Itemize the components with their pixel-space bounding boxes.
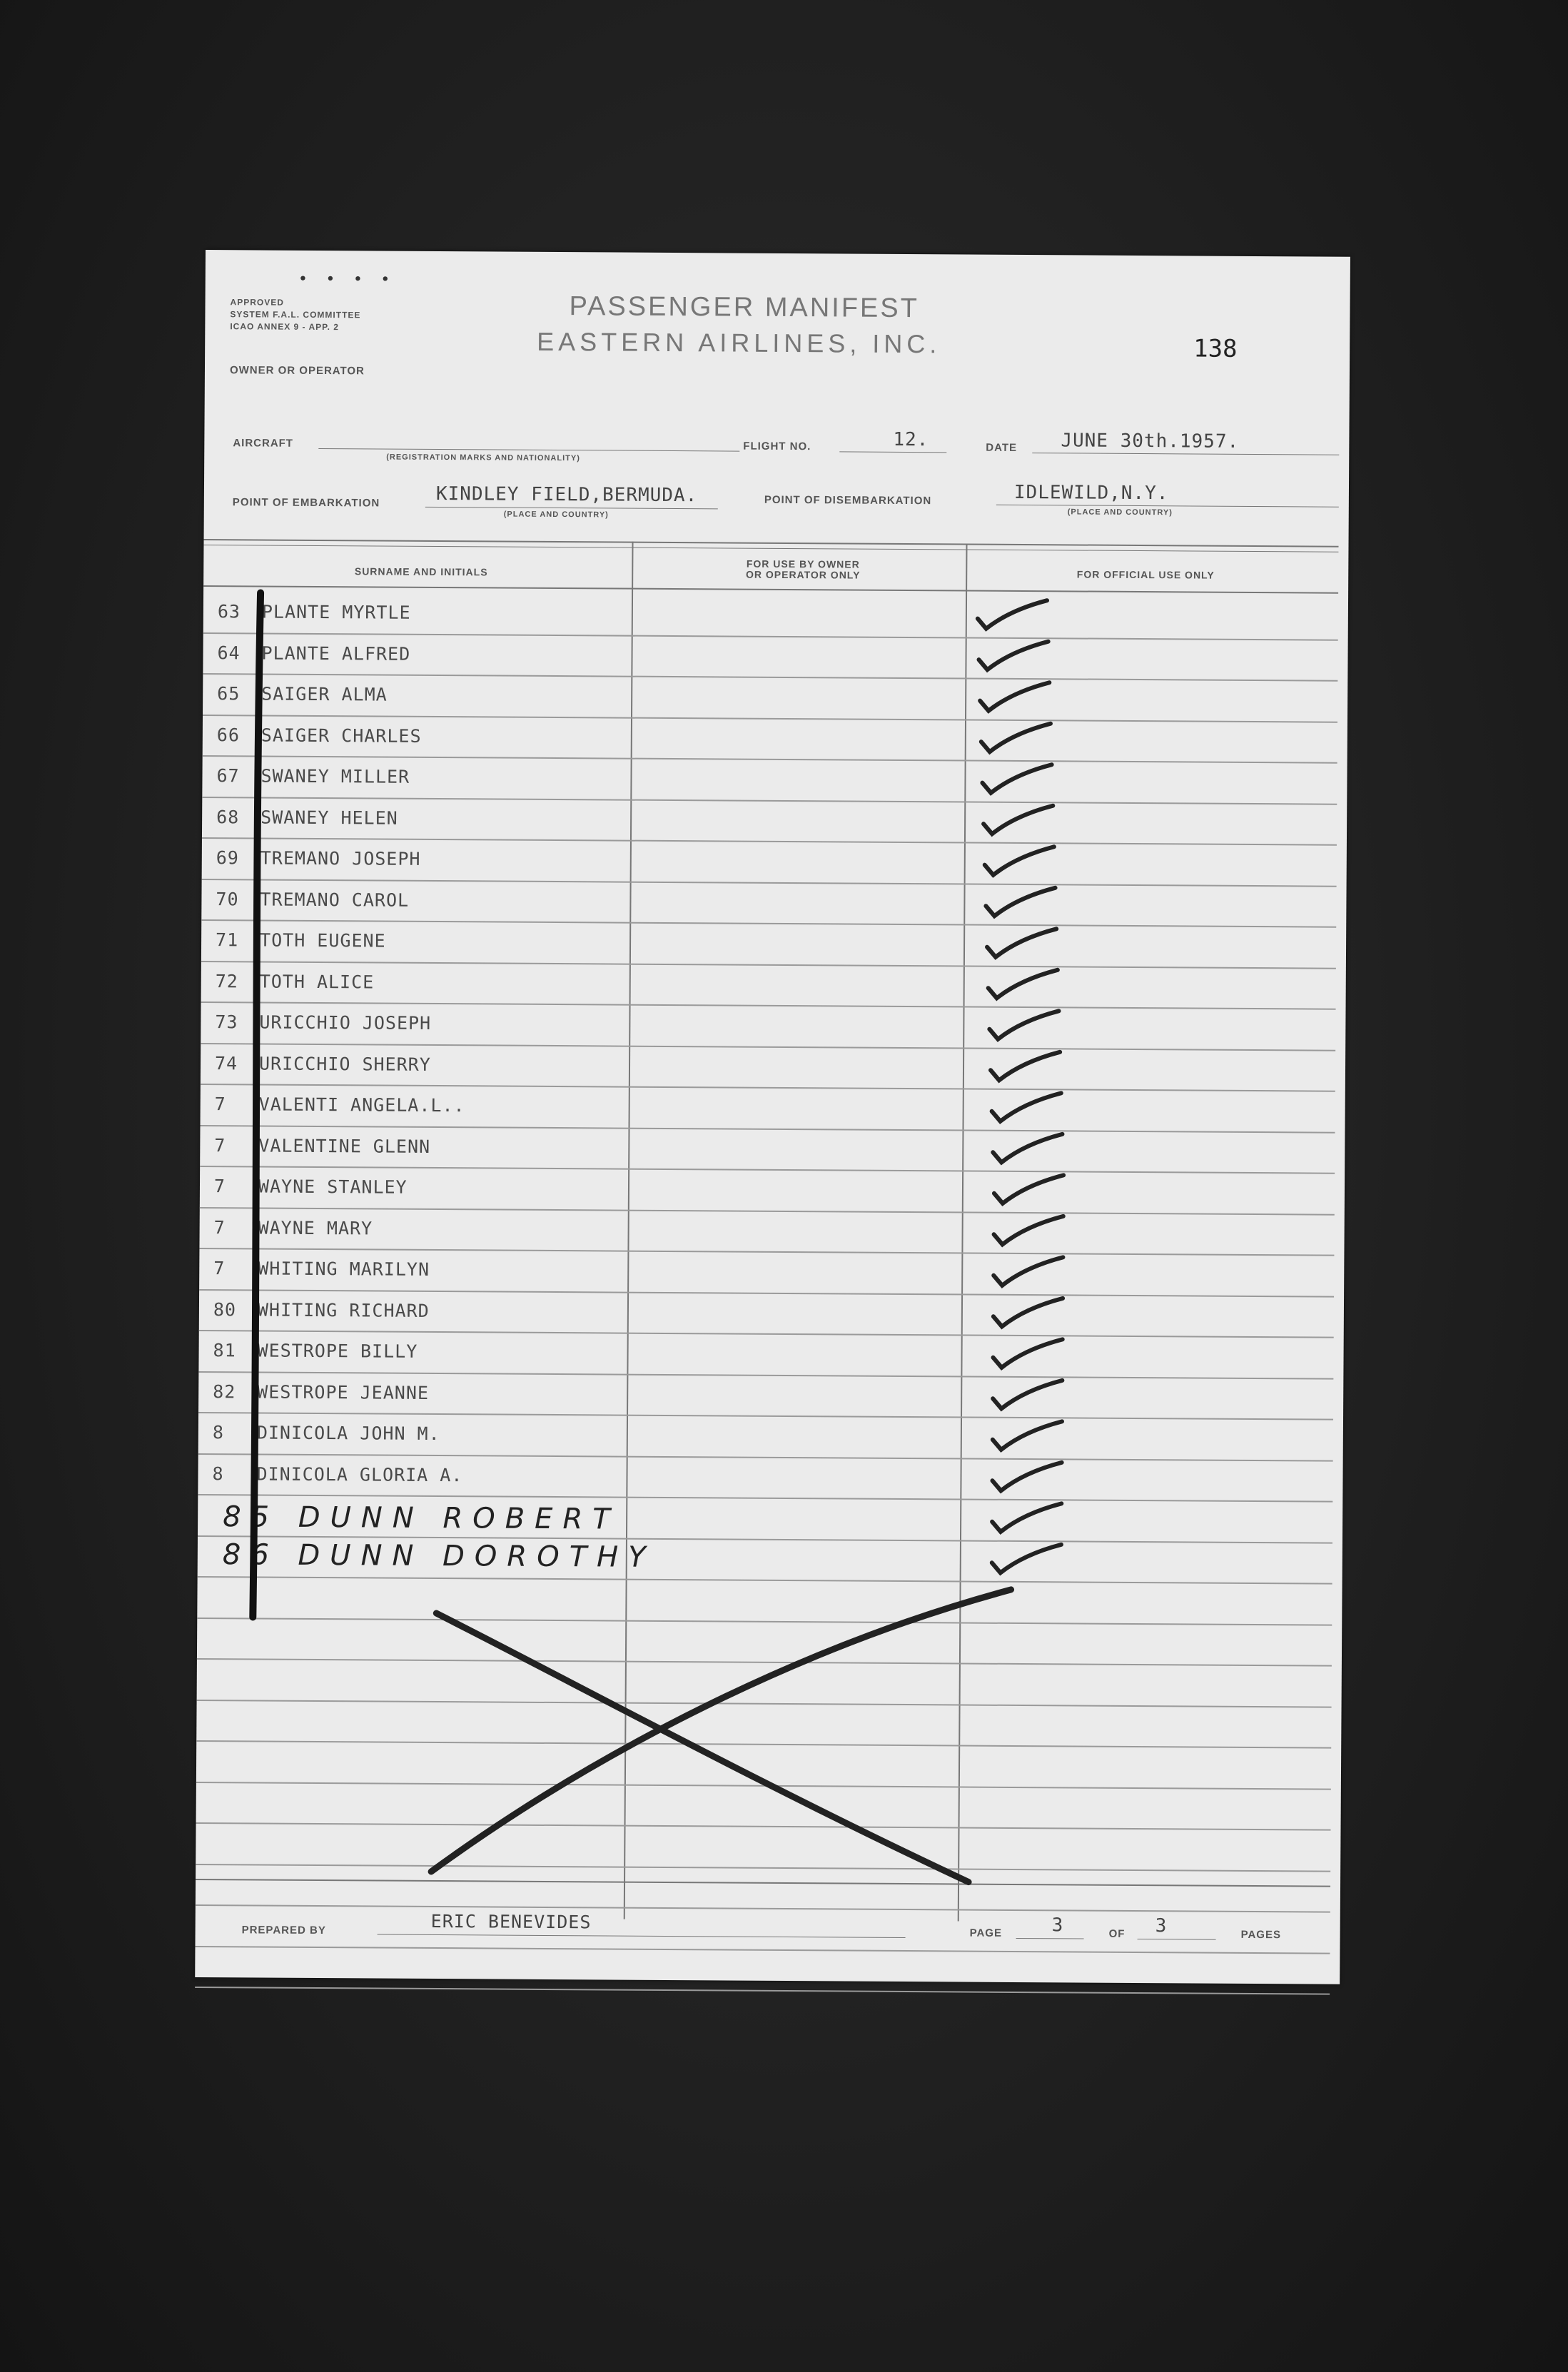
aircraft-label: AIRCRAFT	[233, 437, 294, 450]
column-header-owner-line: FOR USE BY OWNER	[746, 557, 860, 570]
check-mark	[993, 1339, 1062, 1368]
embarkation-label: POINT OF EMBARKATION	[232, 496, 380, 510]
passenger-number: 73	[215, 1011, 238, 1033]
check-mark	[992, 1093, 1061, 1122]
passenger-name: PLANTE ALFRED	[261, 642, 411, 665]
check-mark	[988, 969, 1058, 999]
page-value: 3	[1051, 1914, 1064, 1937]
disembarkation-label: POINT OF DISEMBARKATION	[764, 493, 932, 508]
column-header-owner-line: OR OPERATOR ONLY	[745, 568, 861, 581]
check-mark	[983, 805, 1053, 834]
owner-label: OWNER OR OPERATOR	[229, 364, 365, 378]
passenger-number: 63	[217, 601, 241, 622]
ink-marks	[195, 250, 1350, 1984]
check-mark	[993, 1421, 1062, 1450]
passenger-name: SWANEY HELEN	[261, 806, 398, 829]
passenger-number: 71	[216, 929, 239, 951]
passenger-number: 7	[213, 1258, 226, 1279]
check-mark	[982, 764, 1051, 794]
check-mark	[994, 1216, 1063, 1245]
check-mark	[993, 1380, 1062, 1409]
punch-marks: • • • •	[298, 270, 395, 289]
handwritten-num: 85	[223, 1500, 280, 1534]
manifest-title: PASSENGER MANIFEST	[569, 291, 920, 324]
embarkation-sublabel: (PLACE AND COUNTRY)	[503, 510, 609, 520]
approval-line: ICAO ANNEX 9 - APP. 2	[230, 321, 339, 333]
passenger-name: TREMANO CAROL	[260, 888, 410, 911]
passenger-name: SAIGER CHARLES	[261, 724, 422, 747]
passenger-number: 74	[214, 1052, 238, 1074]
passenger-name: WESTROPE BILLY	[257, 1340, 418, 1362]
check-mark	[981, 723, 1051, 752]
passenger-number: 81	[213, 1340, 236, 1361]
passenger-number: 80	[213, 1298, 237, 1320]
check-mark	[993, 1134, 1062, 1163]
passenger-name: WAYNE STANLEY	[258, 1176, 408, 1198]
company-name: EASTERN AIRLINES, INC.	[537, 326, 941, 359]
passenger-number: 7	[214, 1134, 226, 1156]
passenger-name: PLANTE MYRTLE	[261, 601, 411, 623]
passenger-number: 8	[212, 1463, 224, 1484]
check-mark	[993, 1257, 1063, 1286]
passenger-number: 68	[216, 806, 240, 827]
passenger-number: 67	[216, 765, 240, 787]
passenger-number: 8	[212, 1422, 225, 1443]
of-value: 3	[1155, 1915, 1168, 1937]
disembarkation-value: IDLEWILD,N.Y.	[1013, 481, 1169, 505]
handwritten-num: 86	[222, 1538, 279, 1572]
flight-label: FLIGHT NO.	[743, 440, 811, 453]
cancel-cross-stroke	[431, 1586, 1011, 1875]
embarkation-value: KINDLEY FIELD,BERMUDA.	[435, 483, 698, 507]
check-mark	[994, 1175, 1063, 1204]
passenger-name: WAYNE MARY	[258, 1216, 373, 1238]
passenger-number: 65	[217, 683, 241, 705]
passenger-name: WESTROPE JEANNE	[257, 1381, 430, 1403]
approval-line: SYSTEM F.A.L. COMMITTEE	[230, 309, 361, 321]
check-mark	[978, 641, 1048, 670]
passenger-name: WHITING MARILYN	[258, 1258, 430, 1280]
passenger-name: WHITING RICHARD	[257, 1298, 430, 1321]
passenger-number: 70	[216, 888, 239, 909]
passenger-name: URICCHIO SHERRY	[258, 1052, 431, 1075]
pages-label: PAGES	[1240, 1928, 1282, 1942]
passenger-name: TOTH EUGENE	[260, 929, 386, 952]
check-mark	[993, 1298, 1063, 1327]
passenger-number: 7	[213, 1216, 226, 1238]
passenger-name: VALENTI ANGELA.L..	[258, 1094, 465, 1116]
passenger-name: SAIGER ALMA	[261, 683, 388, 705]
column-header-surname: SURNAME AND INITIALS	[354, 565, 488, 578]
prepared-by-label: PREPARED BY	[241, 1924, 326, 1937]
passenger-name: DINICOLA JOHN M.	[256, 1422, 440, 1445]
passenger-number: 69	[216, 847, 239, 869]
check-mark	[987, 929, 1056, 958]
passenger-number: 64	[217, 642, 241, 663]
check-mark	[986, 887, 1055, 917]
date-label: DATE	[986, 441, 1018, 454]
cancel-cross-stroke	[435, 1613, 970, 1882]
check-mark	[992, 1462, 1061, 1491]
column-header-official: FOR OFFICIAL USE ONLY	[1076, 568, 1215, 581]
passenger-name: URICCHIO JOSEPH	[259, 1011, 432, 1034]
handwritten-name: DUNN ROBERT	[298, 1500, 620, 1536]
prepared-by-value: ERIC BENEVIDES	[430, 1910, 592, 1933]
handwritten-name: DUNN DOROTHY	[298, 1538, 656, 1574]
passenger-number: 82	[213, 1381, 236, 1402]
approval-line: APPROVED	[230, 297, 284, 308]
check-mark	[985, 847, 1054, 876]
disembarkation-sublabel: (PLACE AND COUNTRY)	[1067, 508, 1173, 518]
check-mark	[992, 1544, 1061, 1573]
margin-bracket-stroke	[253, 592, 261, 1617]
passenger-name: TREMANO JOSEPH	[260, 847, 421, 869]
check-mark	[992, 1503, 1061, 1533]
passenger-name: VALENTINE GLENN	[258, 1134, 431, 1157]
page-stamp: 138	[1193, 334, 1238, 363]
passenger-number: 7	[213, 1176, 226, 1197]
passenger-number: 66	[216, 724, 241, 745]
passenger-name: TOTH ALICE	[259, 970, 375, 992]
of-label: OF	[1108, 1927, 1126, 1940]
check-marks	[972, 600, 1067, 1573]
manifest-page	[195, 250, 1350, 1984]
aircraft-sublabel: (REGISTRATION MARKS AND NATIONALITY)	[386, 453, 580, 463]
check-mark	[989, 1011, 1058, 1040]
passenger-name: SWANEY MILLER	[261, 765, 410, 787]
date-value: JUNE 30th.1957.	[1061, 430, 1240, 453]
check-mark	[991, 1051, 1060, 1081]
passenger-number: 7	[214, 1094, 226, 1115]
passenger-name: DINICOLA GLORIA A.	[256, 1463, 463, 1485]
check-mark	[978, 600, 1047, 630]
flight-value: 12.	[893, 428, 929, 451]
passenger-number: 72	[215, 970, 238, 991]
page-label: PAGE	[969, 1927, 1003, 1939]
check-mark	[980, 682, 1049, 712]
